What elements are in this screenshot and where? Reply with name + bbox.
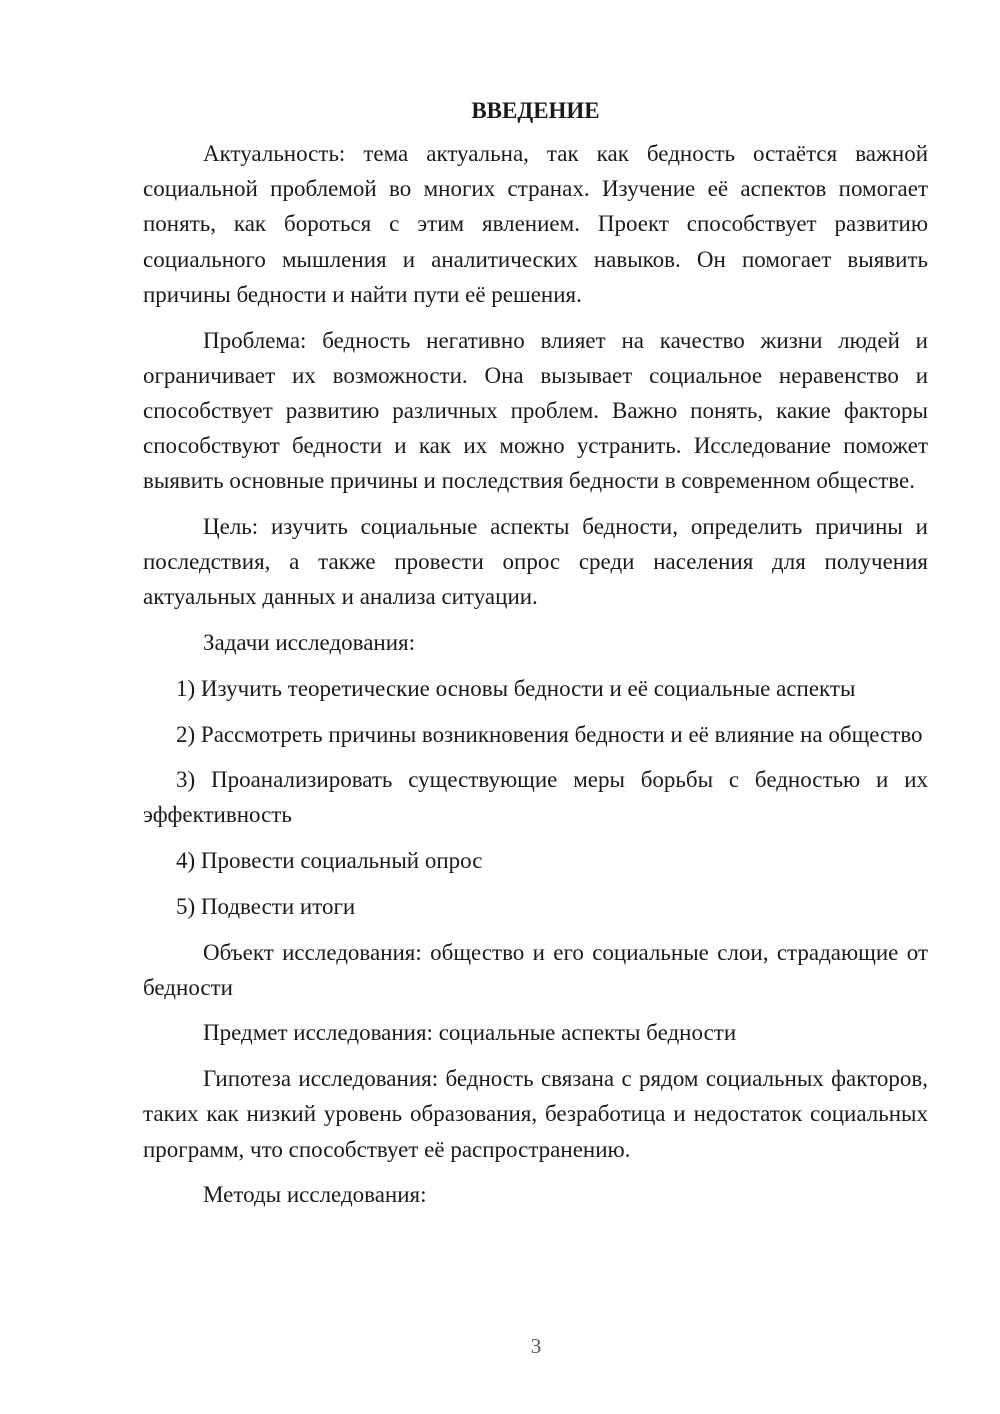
page-content (143, 96, 928, 1223)
task-item-4: 4) Провести социальный опрос (176, 848, 483, 874)
task-item-2: 2) Рассмотреть причины возникновения бедности и её влияние на общество (176, 721, 923, 747)
tasks-heading: Задачи исследования: (203, 630, 416, 656)
problem-paragraph: Проблема: бедность негативно влияет на качество жизни людей и ограничивает их возможности. Она вызывает социальное неравенство и способствует развитию различных проблем. Важно понять, какие факторы способствуют бедности и как их можно устранить. Исследование поможет выявить основные причины и последствия бедности в современном обществе. (143, 327, 928, 494)
methods-heading: Методы исследования: (203, 1182, 427, 1208)
page-number: 3 (530, 1334, 542, 1358)
task-item-3: 3) Проанализировать существующие меры борьбы с бедностью и их эффективность (143, 767, 928, 828)
task-item-5: 5) Подвести итоги (176, 893, 356, 919)
task-item-1: 1) Изучить теоретические основы бедности и её социальные аспекты (176, 675, 856, 701)
relevance-paragraph: Актуальность: тема актуальна, так как бедность остаётся важной социальной проблемой во многих странах. Изучение её аспектов помогает понять, как бороться с этим явлением. Проект способствует развитию социального мышления и аналитических навыков. Он помогает выявить причины бедности и найти пути её решения. (143, 141, 928, 307)
hypothesis-paragraph: Гипотеза исследования: бедность связана с рядом социальных факторов, таких как низкий уровень образования, безработица и недостаток социальных программ, что способствует её распространению. (143, 1066, 928, 1162)
subject-paragraph: Предмет исследования: социальные аспекты бедности (203, 1020, 737, 1046)
section-title: ВВЕДЕНИЕ (471, 98, 600, 123)
object-paragraph: Объект исследования: общество и его социальные слои, страдающие от бедности (143, 939, 928, 1000)
goal-paragraph: Цель: изучить социальные аспекты бедности, определить причины и последствия, а также провести опрос среди населения для получения актуальных данных и анализа ситуации. (143, 514, 928, 610)
